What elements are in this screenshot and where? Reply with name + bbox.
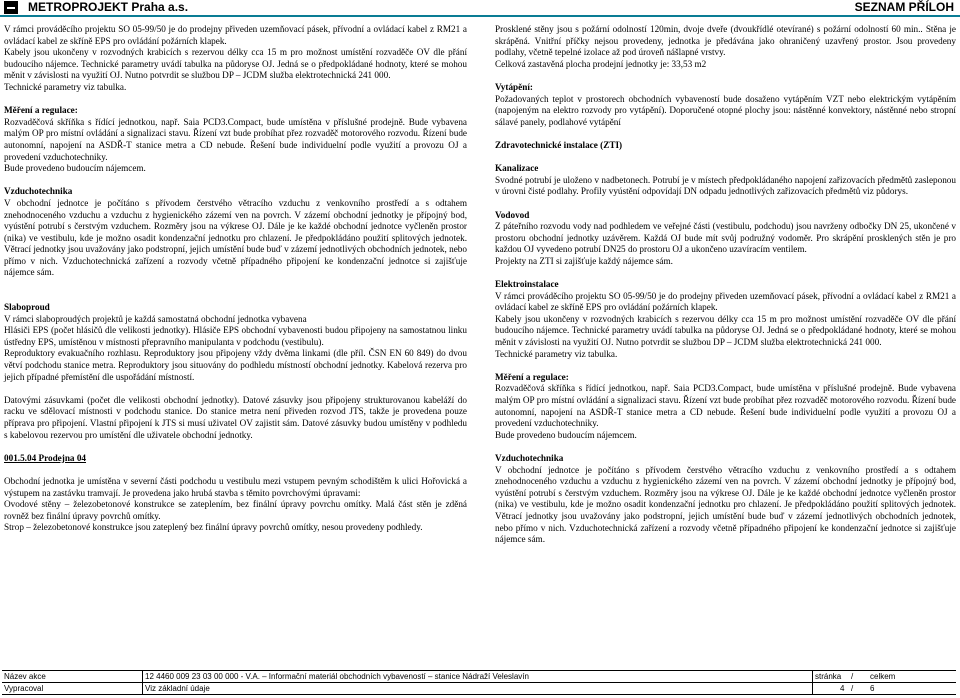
header-divider <box>0 15 960 17</box>
footer-slash: / <box>851 684 854 693</box>
paragraph: Z páteřního rozvodu vody nad podhledem ve veřejné části (vestibulu, podchodu) jsou navrženy odbočky DN 25, ukončené v prostoru obchodní jednotky uzávěrem. Každá OJ bude mít svůj podružný vodoměr. Pro skrápění prosklených stěn je pro každou OJ vyvedeno potrubí DN25 do prostoru OJ a ukončeno uzavíracím ventilem. <box>495 221 956 255</box>
paragraph-spacer <box>495 441 956 453</box>
footer-project-value: 12 4460 009 23 03 00 000 - V.A. – Informační materiál obchodních vybaveností – stanice Nádraží Veleslavín <box>145 672 529 681</box>
footer-row-project <box>2 670 956 682</box>
paragraph: Prosklené stěny jsou s požární odolností 120min, dvoje dveře (dvoukřídlé otevírané) s požární odolností 60 min.. Stěna je skrápěná. Vnitřní příčky nejsou provedeny, jednotka je předávána jako ohraničený uzavřený prostor. Jsou provedeny podlahy, včetně tepelné izolace až pod úroveň nášlapné vrstvy. <box>495 24 956 58</box>
footer-label-project: Název akce <box>4 672 46 681</box>
paragraph-spacer <box>495 128 956 140</box>
paragraph-spacer <box>4 383 467 395</box>
right-column <box>495 24 956 546</box>
footer-author-value: Viz základní údaje <box>145 684 210 693</box>
paragraph-spacer <box>495 198 956 210</box>
footer-divider <box>812 683 813 694</box>
section-heading: Vytápění: <box>495 81 533 92</box>
page-footer <box>2 670 956 695</box>
paragraph-spacer <box>495 360 956 372</box>
left-column <box>4 24 467 534</box>
section-heading: Vzduchotechnika <box>4 186 73 197</box>
paragraph: Strop – železobetonové konstrukce jsou zateplený bez finální úpravy povrchů omítky, nesou provedeny podhledy. <box>4 522 423 533</box>
paragraph-spacer <box>4 279 467 302</box>
footer-page-number: 4 <box>840 684 845 693</box>
footer-label-author: Vypracoval <box>4 684 44 693</box>
paragraph: Obchodní jednotka je umístěna v severní části podchodu u vestibulu mezi vstupem pevným schodištěm k ulici Hořovická a výstupem na zastávku tramvají. Je provedena jako hrubá stavba s těmito povrchovými úpravami: <box>4 475 467 498</box>
paragraph: Kabely jsou ukončeny v rozvodných krabicích s rezervou délky cca 15 m pro možnost umístění rozvaděče OV dle přání budoucího nájemce. Technické parametry uvádí tabulka na půdoryse OJ. Jedná se o předpokládané hodnoty, které se mohou měnit v závislosti na využití OJ. Nutno potvrdit se službou DP – JCDM služba elektrotechnická 241 000. <box>495 313 956 348</box>
paragraph: Technické parametry viz tabulka. <box>4 81 127 92</box>
footer-divider <box>812 671 813 682</box>
paragraph: Svodné potrubí je uloženo v nadbetonech. Potrubí je v místech předpokládaného napojení zařizovacích předmětů zasleponou v úrovni čisté podlahy. Profily vyústění odpovídají DN odpadu jednotlivých zařizovacích předmětů viz půdorys. <box>495 174 956 197</box>
paragraph-spacer <box>495 70 956 82</box>
paragraph: Celková zastavěná plocha prodejní jednotky je: 33,53 m2 <box>495 58 707 69</box>
section-heading: Vzduchotechnika <box>495 452 564 463</box>
paragraph: Hlásiči EPS (počet hlásičů dle velikosti jednotky). Hlásiče EPS obchodní vybavenosti budou připojeny na samostatnou linku ústředny EPS, umístěnou v místnosti přepravního manipulanta v podchodu (vestibulu). <box>4 325 467 347</box>
footer-row-author <box>2 682 956 695</box>
section-heading: Kanalizace <box>495 163 539 174</box>
paragraph: Rozvaděčová skříňka s řídící jednotkou, např. Saia PCD3.Compact, bude umístěna v příslušné prodejně. Bude vybavena malým OP pro místní ovládání a signalizaci stavu. Řízení vzt bude probíhat přez rozvaděč motorového rozvodu. Řízení bude autonomní, napojení na ASDŘ-T stanice metra a CD nebude. Řešení bude individuelní podle využití a provozu OJ a provedení vzduchotechniky. <box>495 383 956 429</box>
section-heading: Měření a regulace: <box>4 105 78 116</box>
document-type: SEZNAM PŘÍLOH <box>854 0 954 14</box>
footer-slash: / <box>851 672 854 681</box>
paragraph: Ovodové stěny – železobetonové konstrukce se zateplením, bez finální úpravy povrchu omítky. Malá část stěn je zděná rovněž bez finální úpravy povrchů omítky. <box>4 499 467 521</box>
footer-label-page: stránka <box>815 672 842 681</box>
section-heading: Elektroinstalace <box>495 279 559 290</box>
paragraph-spacer <box>4 94 467 106</box>
paragraph: Požadovaných teplot v prostorech obchodních vybaveností bude dosaženo vytápěním VZT nebo elektrickým vytápěním (napojeným na elektro rozvody pro vytápění). Doporučené otopné plochy jsou: nástěnné konvektory, nástěnné nebo stropní sálavé panely, podlahové vytápění <box>495 93 956 127</box>
section-heading: Slaboproud <box>4 302 50 313</box>
paragraph: Datovými zásuvkami (počet dle velikosti obchodní jednotky). Datové zásuvky jsou připojeny strukturovanou kabeláží do racku ve sdělovací místnosti v podchodu stanice. Do stanice metra není přiveden rozvod JTS, takže je provedena pouze příprava pro připojení. Vlastní připojení k JTS si musí uživatel OV zajistit sám. Datové zásuvky budou umístěny v podhledu s kabelovou rezervou pro umístění dle uživatele obchodní jednotky. <box>4 394 467 440</box>
paragraph: Rozvaděčová skříňka s řídící jednotkou, např. Saia PCD3.Compact, bude umístěna v příslušné prodejně. Bude vybavena malým OP pro místní ovládání a signalizaci stavu. Řízení vzt bude probíhat přez rozvaděč motorového rozvodu. Řízení bude autonomní, napojení na ASDŘ-T stanice metra a CD nebude. Řešení bude individuelní podle využití a provozu OJ a provedení vzduchotechniky. <box>4 116 467 162</box>
paragraph: Reproduktory evakuačního rozhlasu. Reproduktory jsou připojeny vždy dvěma linkami (dle příl. ČSN EN 60 849) do dvou větví podchodu stanice metra. Reproduktory jsou situovány do podhledu místností obchodní jednotky. Kabelová rezerva pro jejich případné přemístění dle uspořádání místností. <box>4 348 467 382</box>
footer-divider <box>142 683 143 694</box>
paragraph-spacer <box>4 464 467 476</box>
footer-label-total: celkem <box>870 672 896 681</box>
paragraph: V rámci prováděcího projektu SO 05-99/50 je do prodejny přiveden uzemňovací pásek, přívodní a ovládací kabel z RM21 a ovládací kabel ze skříně EPS pro ovládání požárních klapek. <box>4 24 467 46</box>
paragraph: Bude provedeno budoucím nájemcem. <box>4 163 146 174</box>
paragraph: Technické parametry viz tabulka. <box>495 348 618 359</box>
company-logo-icon <box>4 1 18 14</box>
section-heading: Měření a regulace: <box>495 371 569 382</box>
footer-divider <box>142 671 143 682</box>
paragraph: V obchodní jednotce je počítáno s přívodem čerstvého větracího vzduchu z venkovního prostředí a s odtahem znehodnoceného vzduchu a vzduchu z hygienického zázemí ven na povrch. V zázemí obchodní jednotky je přípojný bod, vyústění potrubí s čerstvým vzduchem. Rozměry jsou na výkrese OJ. Dále je ke každé obchodní jednotce vyčleněn prostor (nika) ve vestibulu, kde je možno osadit kondenzační jednotku pro chlazení. Je předpokládáno použití splitových jednotek. Větrací jednotky jsou uvažovány jako podstropní, jejich umístění bude buď v zázemí jednotlivých obchodních jednotek, nebo přímo v nich. Vzduchotechnická zařízení a rozvody včetně případného připojení ke kondenzační jednotce si zajišťuje nájemce sám. <box>495 464 956 545</box>
paragraph: V rámci prováděcího projektu SO 05-99/50 je do prodejny přiveden uzemňovací pásek, přívodní a ovládací kabel z RM21 a ovládací kabel ze skříně EPS pro ovládání požárních klapek. <box>495 290 956 313</box>
page-header <box>0 0 960 16</box>
section-heading: 001.5.04 Prodejna 04 <box>4 452 87 463</box>
paragraph-spacer <box>4 175 467 187</box>
paragraph: Projekty na ZTI si zajišťuje každý nájemce sám. <box>495 255 673 266</box>
paragraph: V rámci slaboproudých projektů je každá samostatná obchodní jednotka vybavena <box>4 313 307 324</box>
paragraph-spacer <box>495 267 956 279</box>
footer-page-total: 6 <box>870 684 875 693</box>
paragraph: Kabely jsou ukončeny v rozvodných krabicích s rezervou délky cca 15 m pro možnost umístění rozvaděče OV dle přání budoucího nájemce. Technické parametry uvádí tabulka na půdoryse OJ. Jedná se o předpokládané hodnoty, které se mohou měnit v závislosti na využití OJ. Nutno potvrdit se službou DP – JCDM služba elektrotechnická 241 000. <box>4 47 467 81</box>
paragraph: V obchodní jednotce je počítáno s přívodem čerstvého větracího vzduchu z venkovního prostředí a s odtahem znehodnoceného vzduchu a vzduchu z hygienického zázemí ven na povrch. V zázemí obchodní jednotky je přípojný bod, vyústění potrubí s čerstvým vzduchem. Rozměry jsou na výkrese OJ. Dále je ke každé obchodní jednotce vyčleněn prostor (nika) ve vestibulu, kde je možno osadit kondenzační jednotku pro chlazení. Je předpokládáno použití splitových jednotek. Větrací jednotky jsou uvažovány jako podstropní, jejich umístění bude buď v zázemí jednotlivých obchodních jednotek, nebo přímo v nich. Vzduchotechnická zařízení a rozvody včetně případného připojení ke kondenzační jednotce si zajišťuje nájemce sám. <box>4 197 467 278</box>
section-heading: Zdravotechnické instalace (ZTI) <box>495 139 623 150</box>
paragraph: Bude provedeno budoucím nájemcem. <box>495 429 637 440</box>
company-name: METROPROJEKT Praha a.s. <box>28 0 189 14</box>
section-heading: Vodovod <box>495 209 530 220</box>
paragraph-spacer <box>495 152 956 164</box>
paragraph-spacer <box>4 441 467 453</box>
